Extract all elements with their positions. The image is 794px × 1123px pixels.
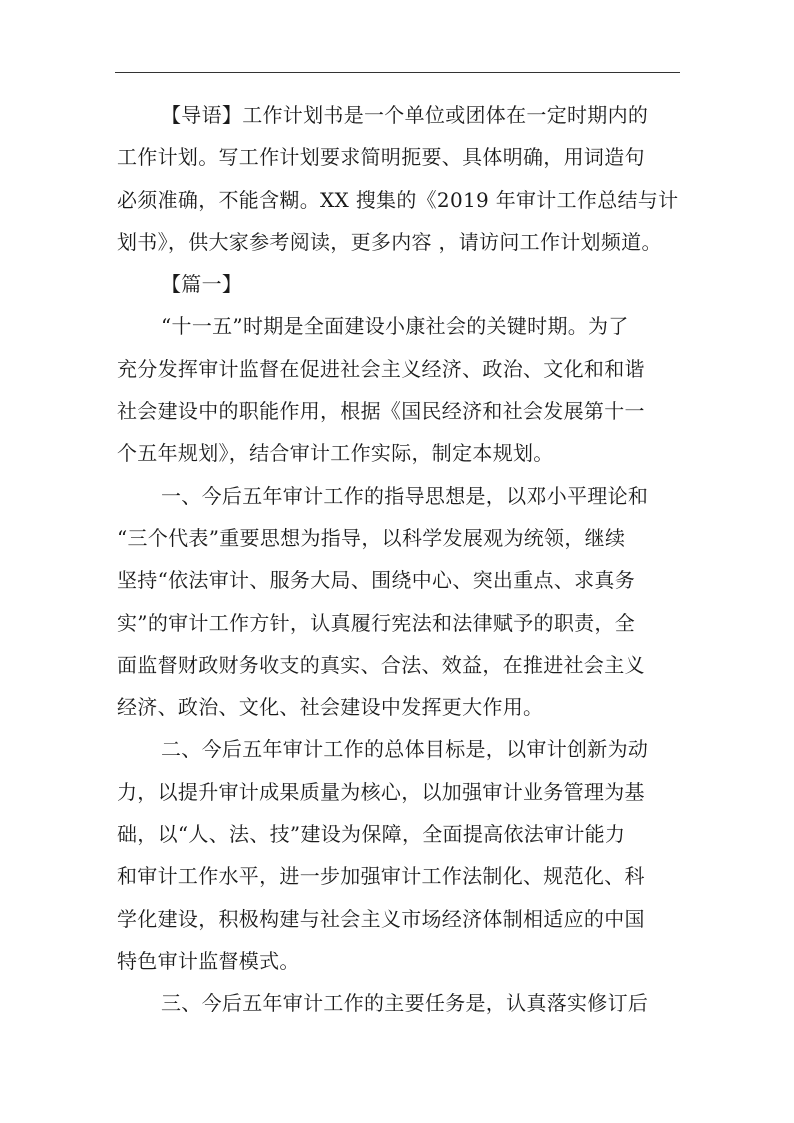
text-line: 面监督财政财务收支的真实、合法、效益，在推进社会主义: [117, 652, 645, 677]
text-line: 必须准确，不能含糊。XX 搜集的《2019 年审计工作总结与计: [117, 187, 679, 212]
text-line: 划书》，供大家参考阅读，更多内容 ，请访问工作计划频道。: [117, 229, 662, 254]
text-line: 社会建设中的职能作用，根据《国民经济和社会发展第十一: [117, 399, 645, 424]
text-line: 和审计工作水平，进一步加强审计工作法制化、规范化、科: [117, 864, 645, 889]
text-line: 充分发挥审计监督在促进社会主义经济、政治、文化和和谐: [117, 356, 645, 381]
text-line: 经济、政治、文化、社会建设中发挥更大作用。: [117, 695, 544, 720]
document-body: [117, 94, 677, 1025]
text-line: 特色审计监督模式。: [117, 948, 300, 973]
text-line: 一、今后五年审计工作的指导思想是，以邓小平理论和: [161, 483, 649, 508]
text-line: 工作计划。写工作计划要求简明扼要、具体明确，用词造句: [117, 145, 645, 170]
text-line: 二、今后五年审计工作的总体目标是，以审计创新为动: [161, 737, 649, 762]
header-rule: [115, 72, 680, 73]
text-line: “三个代表”重要思想为指导，以科学发展观为统领，继续: [117, 525, 626, 550]
text-line: 学化建设，积极构建与社会主义市场经济体制相适应的中国: [117, 906, 645, 931]
section-heading: 【篇一】: [161, 272, 243, 297]
text-line: 个五年规划》，结合审计工作实际，制定本规划。: [117, 441, 554, 466]
text-line: 实”的审计工作方针，认真履行宪法和法律赋予的职责，全: [117, 610, 636, 635]
text-line: 三、今后五年审计工作的主要任务是，认真落实修订后: [161, 991, 649, 1016]
text-line: 力，以提升审计成果质量为核心，以加强审计业务管理为基: [117, 779, 645, 804]
text-line: 础，以“人、法、技”建设为保障，全面提高依法审计能力: [117, 822, 626, 847]
text-line: 坚持“依法审计、服务大局、围绕中心、突出重点、求真务: [117, 568, 636, 593]
text-line: 【导语】工作计划书是一个单位或团体在一定时期内的: [161, 103, 649, 127]
text-line: “十一五”时期是全面建设小康社会的关键时期。为了: [161, 314, 629, 339]
